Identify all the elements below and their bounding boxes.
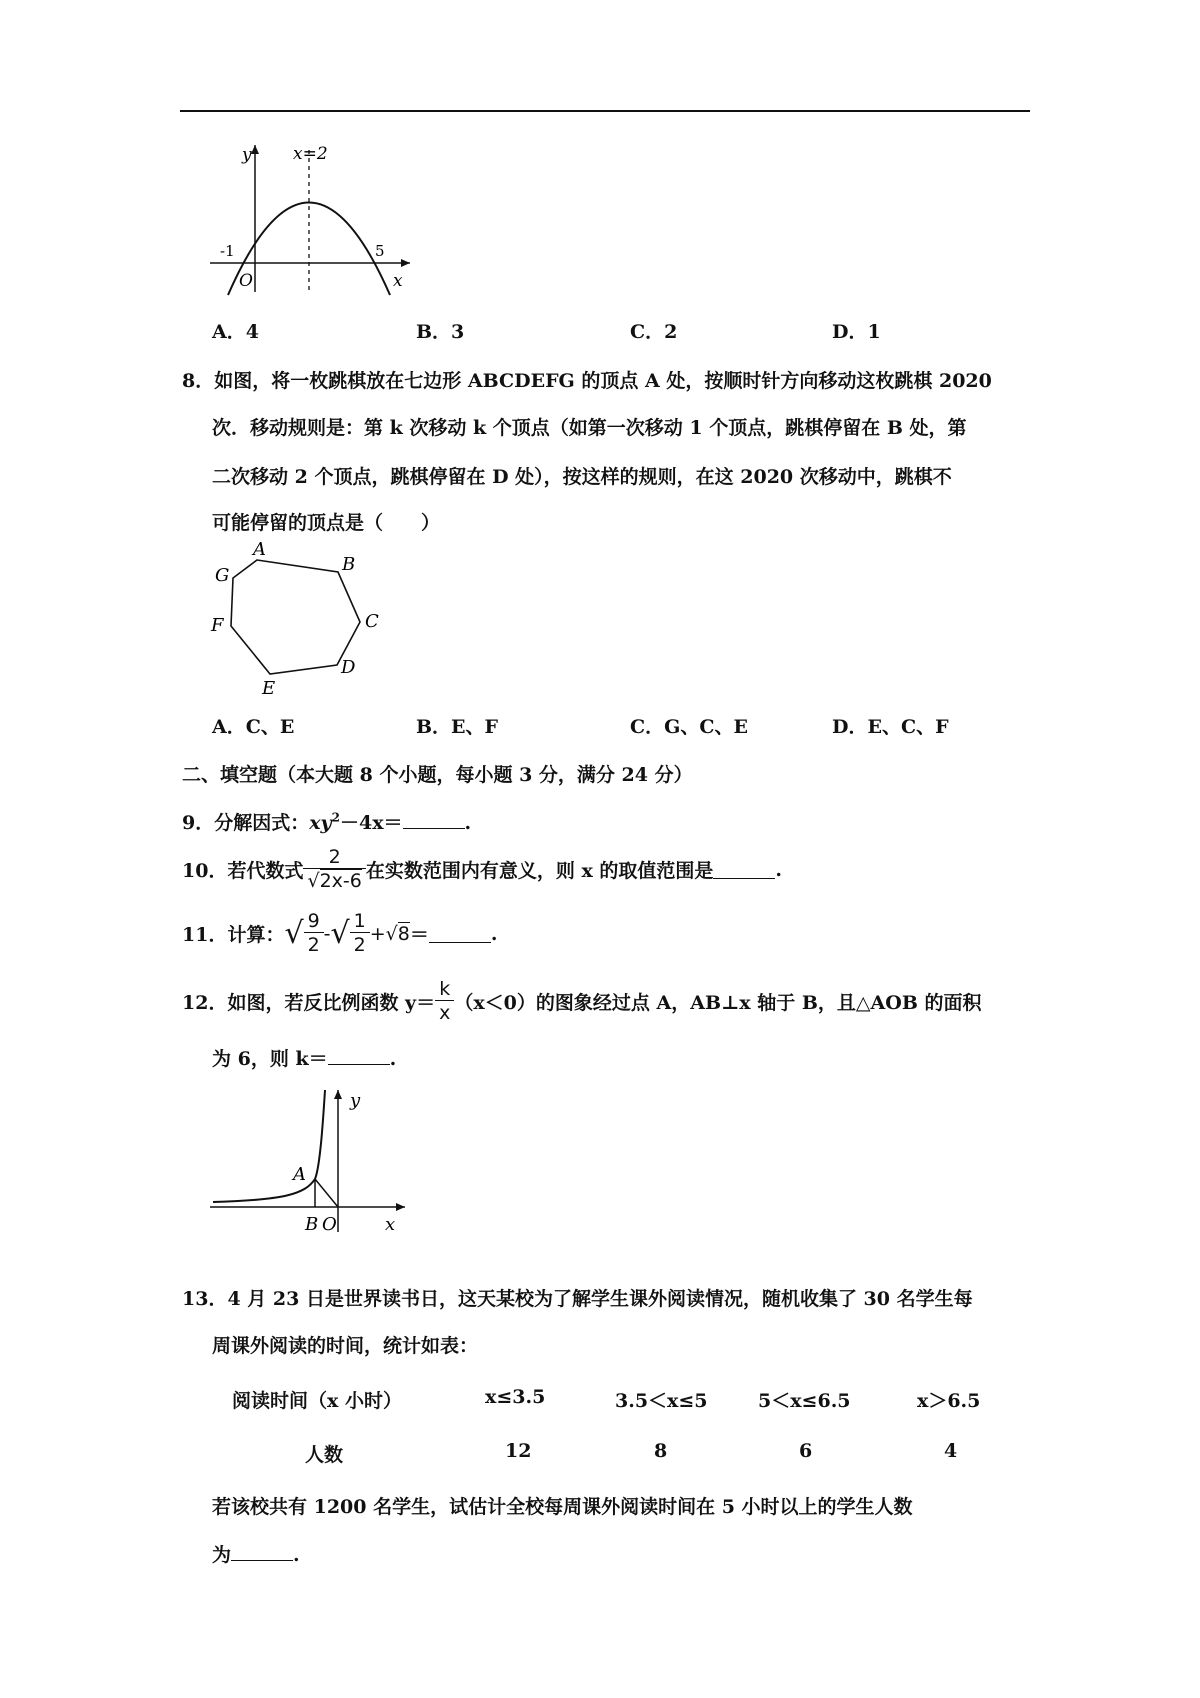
sqrt-icon: √ (284, 916, 304, 951)
point-label-o: O (322, 1214, 337, 1235)
q10-end: . (775, 858, 783, 881)
section-2-heading: 二、填空题（本大题 8 个小题，每小题 3 分，满分 24 分） (182, 764, 693, 786)
q11-b-num: 1 (350, 910, 370, 933)
q11-line (182, 910, 498, 957)
q13-line-3: 若该校共有 1200 名学生，试估计全校每周课外阅读时间在 5 小时以上的学生人数 (212, 1496, 913, 1518)
q13-line-4 (212, 1540, 300, 1567)
x-axis-label: x (385, 1214, 396, 1235)
table-cell-1: 12 (505, 1440, 532, 1462)
q8-line-1: 8．如图，将一枚跳棋放在七边形 ABCDEFG 的顶点 A 处，按顺时针方向移动这枚跳棋 2020 (182, 370, 992, 392)
q9-end: . (464, 812, 472, 834)
q11-minus: - (323, 922, 331, 945)
q8-line-2: 次．移动规则是：第 k 次移动 k 个顶点（如第一次移动 1 个顶点，跳棋停留在 B 处，第 (212, 417, 967, 439)
q9-answer-blank[interactable] (403, 810, 465, 829)
y-axis-label: y (242, 145, 252, 165)
q11-b-den: 2 (353, 934, 366, 956)
q9-expr-b: －4x＝ (339, 812, 403, 834)
q12-line-1-a: 12．如图，若反比例函数 y＝ (182, 992, 436, 1014)
q7-option-d[interactable]: D．1 (832, 321, 881, 343)
table-cell-2: 8 (654, 1440, 668, 1462)
q9-sup: 2 (331, 810, 340, 825)
q7-option-c[interactable]: C．2 (630, 321, 678, 343)
x-axis-arrow-icon (396, 1203, 405, 1211)
q11-a-num: 9 (304, 910, 324, 933)
q10-suffix: 在实数范围内有意义，则 x 的取值范围是 (365, 860, 714, 882)
root-label-neg1: -1 (220, 242, 235, 260)
q8-option-c[interactable]: C．G、C、E (630, 716, 748, 738)
q12-fraction (435, 978, 454, 1025)
q13-line-1: 13．4 月 23 日是世界读书日，这天某校为了解学生课外阅读情况，随机收集了 30 名学生每 (182, 1288, 973, 1310)
q8-line-3: 二次移动 2 个顶点，跳棋停留在 D 处），按这样的规则，在这 2020 次移动中，跳棋不 (212, 466, 952, 488)
vertex-label-e: E (262, 678, 276, 699)
point-label-b: B (305, 1214, 319, 1235)
q10-denominator: √2x-6 (307, 870, 362, 892)
q10-prefix: 10．若代数式 (182, 860, 304, 882)
header-rule (180, 110, 1030, 112)
vertex-label-d: D (341, 657, 356, 678)
q12-line-1 (182, 978, 982, 1025)
vertex-label-b: B (342, 554, 356, 575)
q12-frac-num: k (435, 978, 454, 1001)
q12-frac-den: x (439, 1002, 451, 1024)
q11-fraction-b (350, 910, 370, 957)
q10-line (182, 846, 782, 893)
origin-label: O (239, 271, 253, 291)
q12-line-2-text: 为 6，则 k＝ (212, 1048, 328, 1070)
hyperbola-curve (213, 1090, 325, 1202)
y-axis-arrow-icon (251, 145, 259, 154)
segment-ao (315, 1179, 338, 1207)
vertex-label-c: C (365, 611, 379, 632)
heptagon-figure (205, 540, 395, 700)
q12-line-2 (212, 1044, 396, 1071)
q11-answer-blank[interactable] (429, 924, 491, 943)
root-label-5: 5 (375, 242, 385, 260)
table-cell-3: 6 (799, 1440, 813, 1462)
table-header-col-2: 3.5＜x≤5 (615, 1390, 708, 1412)
q7-option-b[interactable]: B．3 (416, 321, 465, 343)
table-cell-4: 4 (944, 1440, 958, 1462)
q12-answer-blank[interactable] (328, 1046, 390, 1065)
q10-radicand: 2x-6 (319, 870, 362, 892)
sqrt-icon: √ (385, 922, 398, 945)
table-header-col-1: x≤3.5 (485, 1386, 546, 1408)
q9-expr-a: xy (309, 812, 332, 834)
x-axis-label: x (393, 271, 403, 291)
q10-fraction (303, 846, 365, 893)
table-header-label: 阅读时间（x 小时） (232, 1390, 402, 1412)
q8-option-a[interactable]: A．C、E (212, 716, 295, 738)
x-axis-arrow-icon (401, 259, 410, 267)
vertex-label-a: A (253, 540, 266, 560)
q7-option-a[interactable]: A．4 (212, 321, 259, 343)
point-label-a: A (293, 1164, 306, 1185)
q9-line (182, 808, 471, 835)
q11-plus: + (369, 922, 386, 945)
q13-line-4-text: 为 (212, 1544, 232, 1566)
q10-answer-blank[interactable] (713, 860, 775, 879)
q11-a-den: 2 (307, 934, 320, 956)
q8-line-4: 可能停留的顶点是（ ） (212, 512, 441, 534)
q12-end: . (389, 1048, 397, 1070)
q13-answer-blank[interactable] (231, 1542, 293, 1561)
hyperbola-figure (205, 1082, 415, 1242)
q8-option-d[interactable]: D．E、C、F (832, 716, 949, 738)
table-header-col-4: x＞6.5 (917, 1390, 981, 1412)
q11-prefix: 11．计算： (182, 924, 285, 946)
y-axis-arrow-icon (334, 1090, 342, 1099)
table-header-col-3: 5＜x≤6.5 (758, 1390, 851, 1412)
q11-eq: ＝ (409, 924, 429, 946)
y-axis-label: y (350, 1090, 361, 1111)
symmetry-axis-label: x=2 (293, 144, 328, 164)
q13-line-2: 周课外阅读的时间，统计如表： (212, 1335, 479, 1357)
q11-radicand-c: 8 (397, 923, 410, 945)
vertex-label-g: G (215, 565, 230, 586)
q9-prefix: 9．分解因式： (182, 812, 310, 834)
q11-end: . (490, 922, 498, 945)
table-row-label: 人数 (305, 1444, 344, 1466)
q13-end: . (293, 1544, 300, 1566)
q10-numerator: 2 (303, 846, 365, 869)
q12-line-1-b: （x＜0）的图象经过点 A，AB⊥x 轴于 B，且△AOB 的面积 (454, 992, 982, 1014)
sqrt-icon: √ (330, 916, 350, 951)
parabola-figure (205, 140, 425, 300)
vertex-label-f: F (211, 615, 224, 636)
q11-fraction-a (304, 910, 324, 957)
q8-option-b[interactable]: B．E、F (416, 716, 499, 738)
